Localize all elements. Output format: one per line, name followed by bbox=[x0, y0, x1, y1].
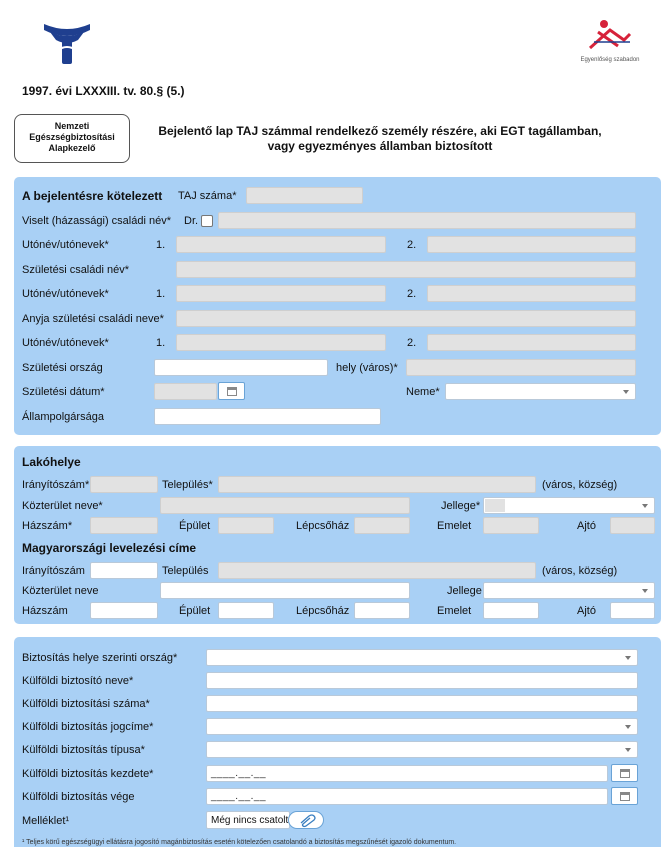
citizenship-label: Állampolgársága bbox=[22, 411, 104, 423]
family-name-label: Viselt (házassági) családi név* bbox=[22, 215, 171, 227]
birth-given-name-1-num: 1. bbox=[156, 288, 166, 300]
mother-birth-name-input[interactable] bbox=[176, 310, 636, 327]
mother-given-name-1-input[interactable] bbox=[176, 334, 386, 351]
insurance-end-value: ____.__.__ bbox=[211, 791, 267, 802]
mail-zip-input[interactable] bbox=[90, 562, 158, 579]
taj-label: TAJ száma* bbox=[178, 190, 237, 202]
chevron-down-icon bbox=[625, 748, 631, 752]
insurer-name-label: Külföldi biztosító neve* bbox=[22, 675, 134, 687]
mail-street-label: Közterület neve bbox=[22, 585, 99, 597]
stair-label: Lépcsőház bbox=[296, 520, 350, 532]
mail-town-hint: (város, község) bbox=[542, 565, 618, 577]
birth-country-label: Születési ország bbox=[22, 362, 103, 374]
mail-town-label: Település bbox=[162, 565, 209, 577]
zip-input[interactable] bbox=[90, 476, 158, 493]
nav-logo bbox=[40, 20, 94, 66]
town-input[interactable] bbox=[218, 476, 536, 493]
mail-town-input[interactable] bbox=[218, 562, 536, 579]
door-label: Ajtó bbox=[577, 520, 596, 532]
mail-building-label: Épület bbox=[179, 605, 211, 617]
birth-given-name-1-input[interactable] bbox=[176, 285, 386, 302]
mail-floor-label: Emelet bbox=[437, 605, 472, 617]
insurance-start-label: Külföldi biztosítás kezdete* bbox=[22, 768, 154, 780]
birth-date-label: Születési dátum* bbox=[22, 386, 105, 398]
insurance-panel bbox=[14, 637, 661, 847]
agency-line-3: Alapkezelő bbox=[48, 143, 96, 153]
attachment-status bbox=[206, 811, 290, 829]
street-label: Közterület neve* bbox=[22, 500, 103, 512]
mother-given-name-2-num: 2. bbox=[407, 337, 417, 349]
given-name-2-num: 2. bbox=[407, 239, 417, 251]
insurance-title-select[interactable] bbox=[206, 718, 638, 735]
insurance-end-label: Külföldi biztosítás vége bbox=[22, 791, 135, 803]
house-input[interactable] bbox=[90, 517, 158, 534]
mail-street-input[interactable] bbox=[160, 582, 410, 599]
given-name-2-input[interactable] bbox=[427, 236, 636, 253]
attach-file-button[interactable] bbox=[288, 811, 324, 829]
family-name-input[interactable] bbox=[218, 212, 636, 229]
mail-zip-label: Irányítószám bbox=[22, 565, 85, 577]
attachment-label: Melléklet¹ bbox=[22, 815, 70, 827]
insurance-title-label: Külföldi biztosítás jogcíme* bbox=[22, 721, 154, 733]
building-input[interactable] bbox=[218, 517, 274, 534]
agency-line-2: Egészségbiztosítási bbox=[29, 132, 115, 142]
section-title-residence: Lakóhelye bbox=[22, 455, 81, 469]
insurance-country-select[interactable] bbox=[206, 649, 638, 666]
mail-stair-label: Lépcsőház bbox=[296, 605, 350, 617]
street-type-value bbox=[485, 499, 505, 512]
citizenship-input[interactable] bbox=[154, 408, 381, 425]
paperclip-icon bbox=[289, 812, 323, 828]
sex-label: Neme* bbox=[406, 386, 440, 398]
dr-label: Dr. bbox=[184, 215, 199, 227]
door-input[interactable] bbox=[610, 517, 655, 534]
insurance-end-input[interactable] bbox=[206, 788, 608, 805]
section-title-mailing: Magyarországi levelezési címe bbox=[22, 541, 197, 555]
mother-given-name-2-input[interactable] bbox=[427, 334, 636, 351]
mail-street-type-label: Jellege bbox=[447, 585, 482, 597]
sex-select[interactable] bbox=[445, 383, 636, 400]
mail-street-type-select[interactable] bbox=[483, 582, 655, 599]
mail-floor-input[interactable] bbox=[483, 602, 539, 619]
birth-place-label: hely (város)* bbox=[336, 362, 398, 374]
page-title bbox=[140, 124, 620, 154]
calendar-icon bbox=[620, 769, 630, 778]
calendar-icon bbox=[620, 792, 630, 801]
insurance-start-value: ____.__.__ bbox=[211, 768, 267, 779]
mail-house-input[interactable] bbox=[90, 602, 158, 619]
section-title-obligor: A bejelentésre kötelezett bbox=[22, 189, 163, 203]
insurance-number-label: Külföldi biztosítási száma* bbox=[22, 698, 150, 710]
page-title-line-2: vagy egyezményes államban biztosított bbox=[267, 139, 493, 153]
insurance-type-select[interactable] bbox=[206, 741, 638, 758]
chevron-down-icon bbox=[625, 725, 631, 729]
street-type-label: Jellege* bbox=[441, 500, 481, 512]
birth-given-name-2-input[interactable] bbox=[427, 285, 636, 302]
birth-date-input[interactable] bbox=[154, 383, 217, 400]
equality-logo-caption: Egyenlőség szabadon bbox=[580, 57, 640, 63]
town-hint: (város, község) bbox=[542, 479, 618, 491]
given-names-label-2: Utónév/utónevek* bbox=[22, 288, 109, 300]
street-type-select[interactable] bbox=[483, 497, 655, 514]
law-reference: 1997. évi LXXXIII. tv. 80.§ (5.) bbox=[22, 84, 185, 98]
zip-label: Irányítószám* bbox=[22, 479, 90, 491]
mother-birth-name-label: Anyja születési családi neve* bbox=[22, 313, 164, 325]
dr-checkbox[interactable] bbox=[201, 215, 213, 227]
mail-door-input[interactable] bbox=[610, 602, 655, 619]
birth-given-name-2-num: 2. bbox=[407, 288, 417, 300]
town-label: Település* bbox=[162, 479, 213, 491]
chevron-down-icon bbox=[642, 589, 648, 593]
chevron-down-icon bbox=[625, 656, 631, 660]
footnote: ¹ Teljes körű egészségügyi ellátásra jogosító magánbiztosítás esetén kötelezően csatolandó a biztosítás megszűnését igazoló dokumentum. bbox=[22, 839, 457, 846]
insurance-number-input[interactable] bbox=[206, 695, 638, 712]
insurance-type-label: Külföldi biztosítás típusa* bbox=[22, 744, 145, 756]
mother-given-name-1-num: 1. bbox=[156, 337, 166, 349]
given-name-1-num: 1. bbox=[156, 239, 166, 251]
mail-house-label: Házszám bbox=[22, 605, 68, 617]
insurance-start-input[interactable] bbox=[206, 765, 608, 782]
birth-date-calendar-button[interactable] bbox=[218, 382, 245, 400]
taj-input[interactable] bbox=[246, 187, 363, 204]
calendar-icon bbox=[227, 387, 237, 396]
given-names-label-1: Utónév/utónevek* bbox=[22, 239, 109, 251]
insurance-end-calendar-button[interactable] bbox=[611, 787, 638, 805]
street-input[interactable] bbox=[160, 497, 410, 514]
insurance-country-label: Biztosítás helye szerinti ország* bbox=[22, 652, 178, 664]
attachment-status-text: Még nincs csatolt bbox=[211, 815, 289, 826]
given-name-1-input[interactable] bbox=[176, 236, 386, 253]
page-title-line-1: Bejelentő lap TAJ számmal rendelkező személy részére, aki EGT tagállamban, bbox=[158, 124, 602, 138]
floor-input[interactable] bbox=[483, 517, 539, 534]
birth-place-input[interactable] bbox=[406, 359, 636, 376]
floor-label: Emelet bbox=[437, 520, 472, 532]
agency-box bbox=[14, 114, 130, 163]
birth-family-name-label: Születési családi név* bbox=[22, 264, 130, 276]
house-label: Házszám* bbox=[22, 520, 73, 532]
birth-family-name-input[interactable] bbox=[176, 261, 636, 278]
chevron-down-icon bbox=[642, 504, 648, 508]
agency-line-1: Nemzeti bbox=[54, 121, 90, 131]
mail-door-label: Ajtó bbox=[577, 605, 596, 617]
mail-building-input[interactable] bbox=[218, 602, 274, 619]
chevron-down-icon bbox=[623, 390, 629, 394]
address-panel bbox=[14, 446, 661, 624]
building-label: Épület bbox=[179, 520, 211, 532]
equality-logo bbox=[580, 18, 640, 66]
mail-stair-input[interactable] bbox=[354, 602, 410, 619]
insurance-start-calendar-button[interactable] bbox=[611, 764, 638, 782]
stair-input[interactable] bbox=[354, 517, 410, 534]
given-names-label-3: Utónév/utónevek* bbox=[22, 337, 109, 349]
birth-country-input[interactable] bbox=[154, 359, 328, 376]
insurer-name-input[interactable] bbox=[206, 672, 638, 689]
personal-data-panel bbox=[14, 177, 661, 435]
